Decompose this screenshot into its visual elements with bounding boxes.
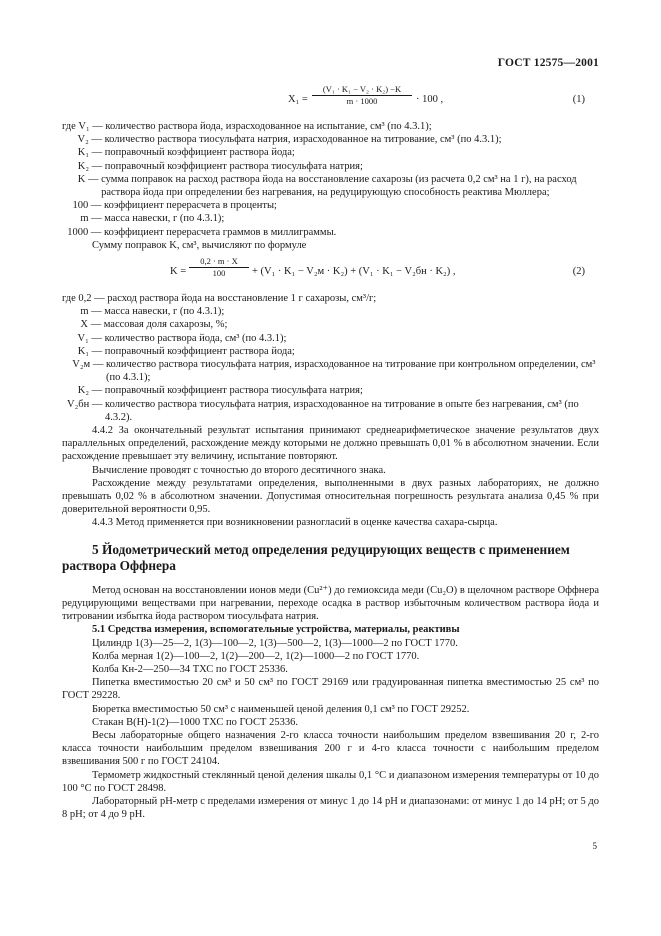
formula-1-numerator: (V₁ · K₁ − V₂ · K₂) −K <box>322 84 402 94</box>
equipment-item: Колба мерная 1(2)—100—2, 1(2)—200—2, 1(2)—1000—2 по ГОСТ 1770. <box>92 650 420 662</box>
page-number: 5 <box>592 841 597 851</box>
equipment-item: Цилиндр 1(3)—25—2, 1(3)—100—2, 1(3)—500—2, 1(3)—1000—2 по ГОСТ 1770. <box>92 637 458 649</box>
equipment-item: Бюретка вместимостью 50 см³ с наименьшей ценой деления 0,1 см³ по ГОСТ 29252. <box>92 703 470 715</box>
paragraph-4-4-3: 4.4.3 Метод применяется при возникновении разногласий в оценке качества сахара-сырца. <box>92 517 498 529</box>
equipment-item: Стакан В(Н)-1(2)—1000 ТХС по ГОСТ 25336. <box>92 716 298 728</box>
formula-2-rest: + (V₁ · K₁ − V₂м · K₂) + (V₁ · K₁ − V₂бн · K₂) , <box>252 266 456 278</box>
definition-item: V₂бн — количество раствора тиосульфата натрия, израсходованное на титрование в опыте без нагревания, см³ (по 4.3.2). <box>62 398 579 423</box>
formula-2-denominator: 100 <box>212 268 226 279</box>
definition-item: m — масса навески, г (по 4.3.1); <box>62 213 225 225</box>
formula-2-number: (2) <box>572 266 585 278</box>
page-content <box>62 80 599 821</box>
paragraph-rounding: Вычисление проводят с точностью до второго десятичного знака. <box>92 464 386 476</box>
definition-item: K₂ — поправочный коэффициент раствора тиосульфата натрия; <box>62 160 363 172</box>
equipment-item: Термометр жидкостный стеклянный ценой деления шкалы 0,1 °С и диапазоном измерения температуры от 10 до 100 °С по ГОСТ 28498. <box>62 769 599 794</box>
formula-1-rest: · 100 , <box>416 94 444 105</box>
formula-1 <box>62 80 599 120</box>
section-5-heading: 5 Йодометрический метод определения редуцирующих веществ с применением раствора Оффнера <box>62 541 570 573</box>
definition-item: 100 — коэффициент перерасчета в проценты; <box>62 200 277 212</box>
definition-item: V₁ — количество раствора йода, см³ (по 4.3.1); <box>62 332 287 344</box>
formula-1-denominator: m · 1000 <box>346 96 378 106</box>
subsection-5-1-heading: 5.1 Средства измерения, вспомогательные устройства, материалы, реактивы <box>92 624 460 636</box>
paragraph-labs: Расхождение между результатами определения, выполненными в двух разных лабораториях, не должно превышать 0,02 % в абсолютном значении. Допустимая относительная погрешность результата анализа 0,45 % при доверительной вероятности 0,95. <box>62 477 599 516</box>
document-id-header: ГОСТ 12575—2001 <box>497 57 599 69</box>
equipment-item: Колба Кн-2—250—34 ТХС по ГОСТ 25336. <box>92 663 288 675</box>
equipment-item: Лабораторный pH-метр с пределами измерения от минус 1 до 14 pH и диапазонами: от минус 1 до 14 pH; от 5 до 8 pH; от 4 до 9 pH. <box>62 795 599 821</box>
formula-2 <box>62 252 599 292</box>
definition-item: K₁ — поправочный коэффициент раствора йода; <box>62 147 295 159</box>
definition-item: V₂м — количество раствора тиосульфата натрия, израсходованное на титрование при контрольном определении, см³ (по 4.3.1); <box>62 359 596 384</box>
definitions-1 <box>62 120 599 239</box>
formula-2-intro: Сумму поправок K, см³, вычисляют по формуле <box>92 239 307 251</box>
paragraph-method: Метод основан на восстановлении ионов меди (Cu²⁺) до гемиоксида меди (Cu₂O) в щелочном растворе Оффнера редуцирующими веществами при нагревании, переходе осадка в раствор избыточным количеством раствора йода и титровании избытка йода раствором тиосульфата натрия. <box>62 584 599 623</box>
definitions-2 <box>62 292 599 424</box>
paragraph-4-4-2: 4.4.2 За окончательный результат испытания принимают среднеарифметическое значение результатов двух параллельных определений, расхождение между которыми не должно превышать 0,01 % в абсолютном значении. Если расхождение превышает эту величину, испытание повторяют. <box>62 425 599 463</box>
definition-item: где 0,2 — расход раствора йода на восстановление 1 г сахарозы, см³/г; <box>62 293 377 305</box>
definition-item: K₂ — поправочный коэффициент раствора тиосульфата натрия; <box>62 385 363 397</box>
formula-2-fraction <box>189 256 249 279</box>
definition-item: где V₁ — количество раствора йода, израсходованное на испытание, см³ (по 4.3.1); <box>62 121 432 132</box>
equipment-item: Весы лабораторные общего назначения 2-го класса точности наибольшим пределом взвешивания 20 г, 2-го класса точности наибольшим пределом взвешивания 200 г и 4-го класса точности с наибольшим пределом взвешивания 500 г по ГОСТ 24104. <box>62 729 599 768</box>
definition-item: K₁ — поправочный коэффициент раствора йода; <box>62 345 295 357</box>
definition-item: V₂ — количество раствора тиосульфата натрия, израсходованное на титрование, см³ (по 4.3.1); <box>62 134 502 146</box>
definition-item: K — сумма поправок на расход раствора йода на восстановление сахарозы (из расчета 0,2 см³ на 1 г), на расход раствора йода при определении без нагревания, на редуцирующую способность реактива Мюллера; <box>62 173 577 199</box>
formula-1-number: (1) <box>572 94 585 105</box>
definition-item: 1000 — коэффициент перерасчета граммов в миллиграммы. <box>62 226 337 238</box>
formula-2-numerator: 0,2 · m · X <box>200 256 238 267</box>
definition-item: X — массовая доля сахарозы, %; <box>62 319 228 331</box>
formula-2-lhs: K = <box>170 266 187 278</box>
definition-item: m — масса навески, г (по 4.3.1); <box>62 306 225 318</box>
equipment-item: Пипетка вместимостью 20 см³ и 50 см³ по ГОСТ 29169 или градуированная пипетка вместимостью 25 см³ по ГОСТ 29228. <box>62 677 599 702</box>
formula-1-lhs: X₁ = <box>288 94 308 105</box>
formula-1-fraction <box>312 84 412 107</box>
